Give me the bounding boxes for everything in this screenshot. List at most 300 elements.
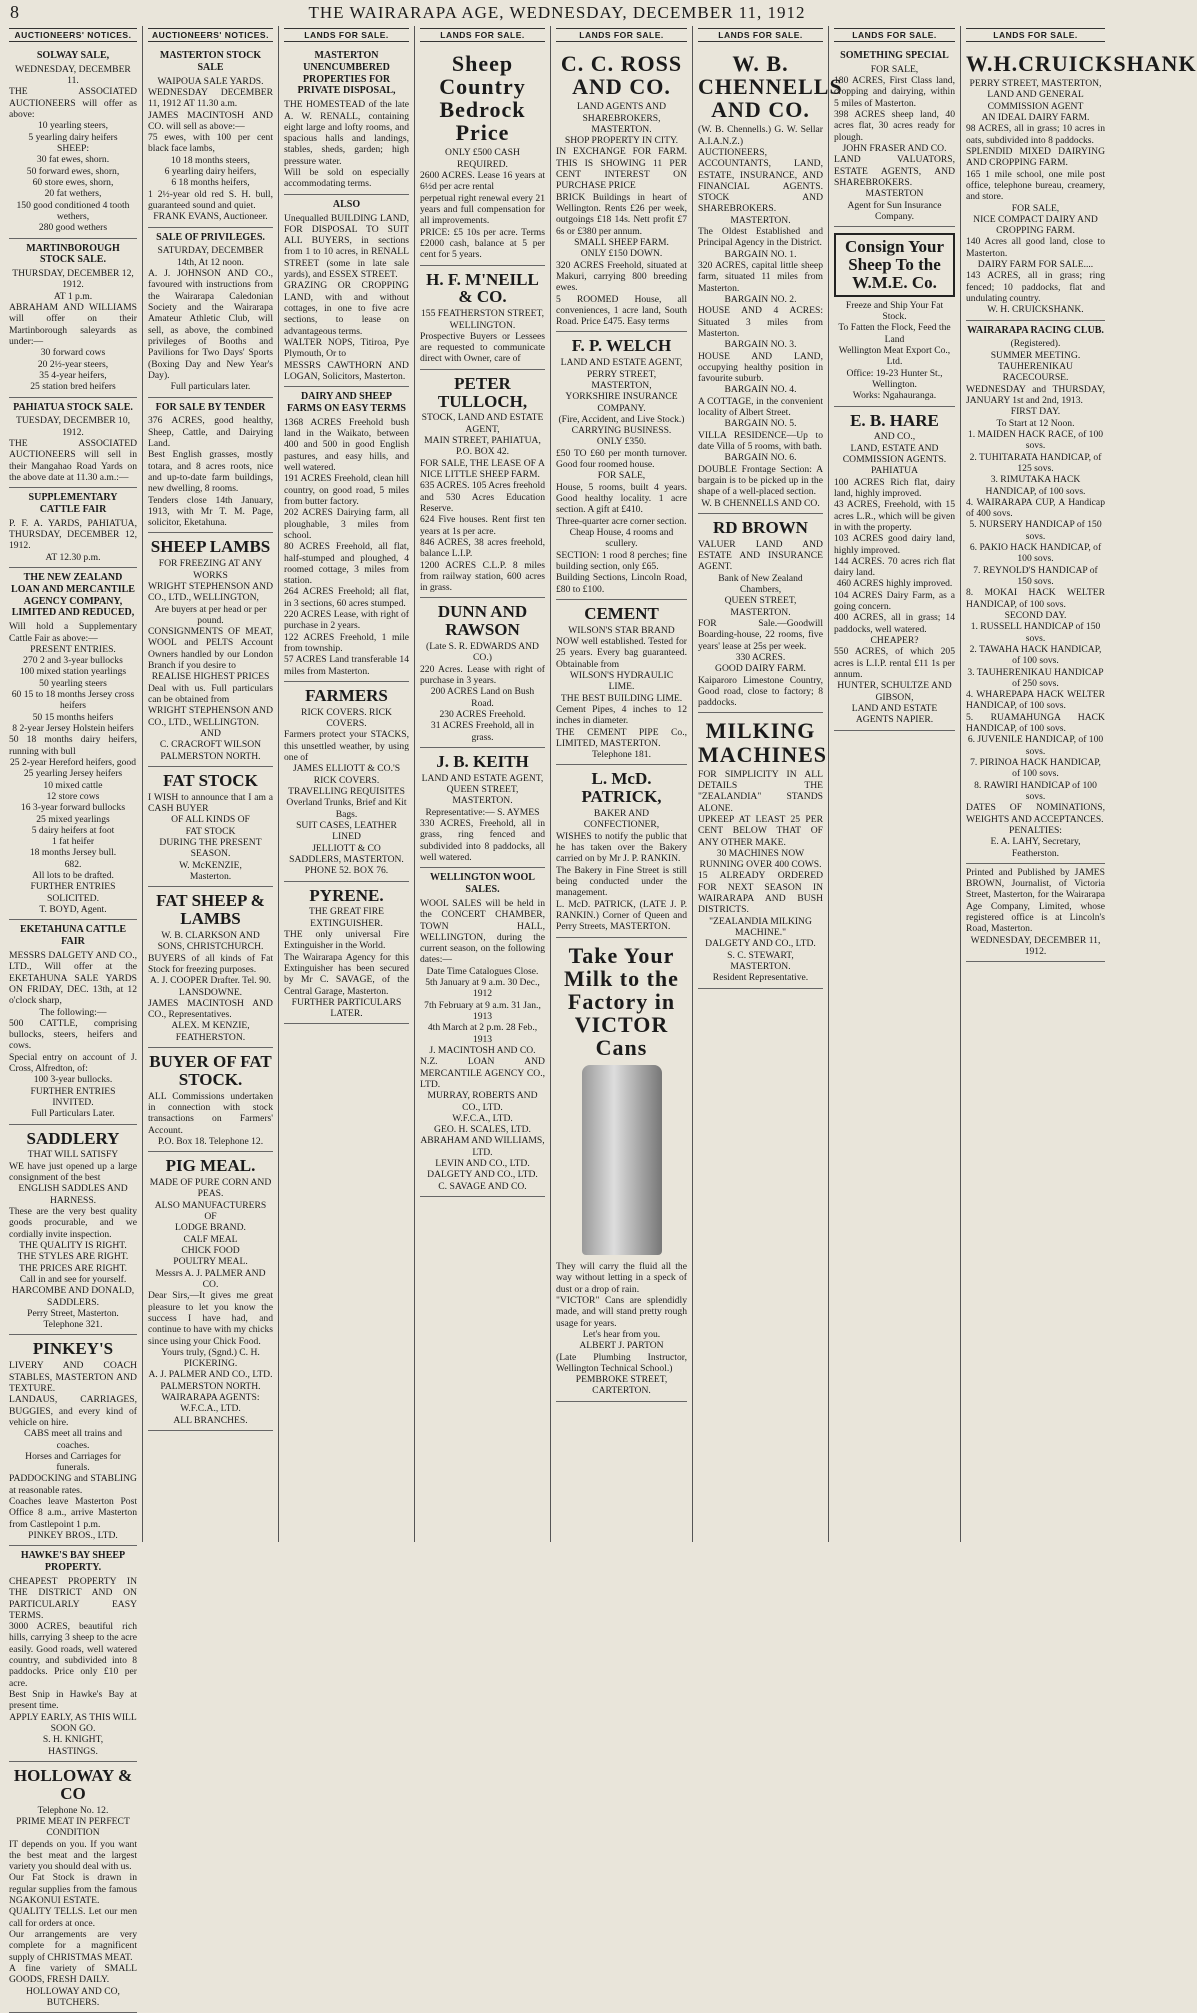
ad-text: 104 ACRES Dairy Farm, as a going concern.: [834, 589, 955, 613]
ad-text: THURSDAY, DECEMBER 12, 1912.: [12, 268, 134, 291]
ad-text: (Late S. R. EDWARDS AND CO.): [426, 641, 539, 664]
ad-text: LAND AND GENERAL COMMISSION AGENT: [987, 89, 1084, 112]
ad-text: Telephone 181.: [591, 749, 651, 761]
ad-text: HOUSE AND 4 ACRES: Situated 3 miles from Masterton.: [698, 305, 823, 339]
ad-text: Are buyers at per head or per pound.: [154, 603, 267, 626]
advertisement: [9, 1125, 137, 1336]
ad-text: THE ASSOCIATED AUCTIONEERS will sell in their Mangahao Road Yards on the above date at 11.30 a.m.:—: [9, 437, 137, 483]
ad-text: 155 FEATHERSTON STREET, WELLINGTON.: [420, 308, 545, 331]
ad-title: Sheep Country Bedrock Price: [439, 51, 526, 146]
ad-text: 7. PIRINOA HACK HANDICAP, of 100 sovs.: [970, 757, 1101, 780]
ad-text: S. C. STEWART, MASTERTON.: [727, 949, 794, 972]
ad-text: FIRST DAY.: [1010, 406, 1061, 418]
ad-text: AUCTIONEERS, ACCOUNTANTS, LAND, ESTATE, INSURANCE, AND FINANCIAL AGENTS. STOCK AND SHAREBROKERS.: [698, 146, 823, 215]
ad-text: STOCK, LAND AND ESTATE AGENT,: [421, 412, 544, 435]
ad-text: 264 ACRES Freehold; all flat, in 3 sections, 60 acres stumped.: [284, 586, 409, 609]
advertisement: [284, 387, 409, 682]
ad-text: ENGLISH SADDLES AND HARNESS.: [18, 1183, 128, 1206]
ad-text: 60 store ewes, shorn,: [32, 176, 114, 188]
ad-text: LAND VALUATORS, ESTATE AGENTS, AND SHAREBROKERS.: [834, 154, 955, 188]
ad-text: TAUHERENIKAU RACECOURSE.: [998, 361, 1073, 384]
ad-text: 220 Acres. Lease with right of purchase in 3 years.: [420, 663, 545, 687]
ad-text: FOR SALE,: [870, 63, 919, 75]
ad-text: WOOL SALES will be held in the CONCERT CHAMBER, TOWN HALL, WELLINGTON, during the current season, on the following dates:—: [420, 897, 545, 966]
ad-text: L. McD. PATRICK, (LATE J. P. RANKIN.) Corner of Queen and Perry Streets, MASTERTON.: [556, 898, 687, 933]
ad-text: 6 18 months heifers,: [171, 177, 250, 189]
ad-text: C. CRACROFT WILSON: [159, 739, 262, 751]
ad-text: CHEAPEST PROPERTY IN THE DISTRICT AND ON PARTICULARLY EASY TERMS.: [9, 1575, 137, 1621]
ad-text: 100 ACRES Rich flat, dairy land, highly improved.: [834, 476, 955, 499]
advertisement: [556, 938, 687, 1402]
ad-text: £50 TO £60 per month turnover. Good four roomed house.: [556, 447, 687, 471]
ad-text: CONSIGNMENTS OF MEAT, WOOL and PELTS Account Owners handled by our London Branch if you desire to: [148, 626, 273, 672]
ad-text: ONLY £350.: [596, 436, 647, 448]
ad-text: OF ALL KINDS OF: [171, 814, 250, 826]
ad-text: Horses and Carriages for funerals.: [25, 1450, 121, 1474]
ad-title: L. McD. PATRICK,: [581, 769, 662, 807]
ad-text: 20 fat wethers,: [44, 188, 102, 200]
ad-text: 1. RUSSELL HANDICAP of 150 sovs.: [970, 621, 1101, 644]
ad-text: Wellington Meat Export Co., Ltd.: [838, 344, 951, 368]
ad-text: 103 ACRES good dairy land, highly improved.: [834, 533, 955, 556]
ad-text: THE QUALITY IS RIGHT.: [19, 1239, 127, 1251]
advertisement: [834, 227, 955, 406]
ad-text: LANDAUS, CARRIAGES, BUGGIES, and every kind of vehicle on hire.: [9, 1394, 137, 1428]
ad-text: 5 yearling dairy heifers: [28, 131, 118, 143]
ad-text: 624 Five houses. Rent first ten years at 1s per acre.: [420, 514, 545, 537]
ad-text: THE CEMENT PIPE Co., LIMITED, MASTERTON.: [556, 726, 687, 749]
ad-text: 31 ACRES Freehold, all in grass.: [430, 720, 535, 743]
ad-text: 460 ACRES highly improved.: [836, 578, 953, 590]
ad-text: SHEEP:: [57, 143, 89, 154]
ad-title: DAIRY AND SHEEP FARMS ON EASY TERMS: [287, 391, 406, 414]
ad-text: PRESENT ENTRIES.: [30, 643, 116, 655]
ad-text: 5 dairy heifers at foot: [31, 824, 115, 836]
ad-title: HAWKE'S BAY SHEEP PROPERTY.: [20, 1550, 126, 1574]
ad-text: Resident Representative.: [712, 972, 809, 984]
ad-text: THE GREAT FIRE EXTINGUISHER.: [309, 906, 384, 929]
ad-text: AT 1 p.m.: [53, 290, 93, 302]
ad-text: 5. RUAMAHUNGA HACK HANDICAP, of 100 sovs.: [966, 711, 1105, 735]
ad-text: WE have just opened up a large consignment of the best: [9, 1160, 137, 1184]
advertisement: [966, 46, 1197, 321]
milk-can-illustration: [582, 1065, 662, 1255]
ad-text: 140 Acres all good land, close to Masterton.: [966, 236, 1105, 259]
ad-text: 30 forward cows: [40, 347, 106, 359]
ad-text: 500 CATTLE, comprising bullocks, steers, heifers and cows.: [9, 1017, 137, 1052]
ad-text: 1200 ACRES C.L.P. 8 miles from railway station, 600 acres in grass.: [420, 559, 545, 594]
ad-text: ONLY £500 CASH REQUIRED.: [445, 147, 520, 170]
ad-text: 8 2-year Jersey Holstein heifers: [12, 723, 134, 735]
ad-text: TRAVELLING REQUISITES: [288, 786, 405, 797]
ad-text: WILSON'S HYDRAULIC LIME.: [569, 669, 674, 693]
ad-text: 180 ACRES, First Class land, cropping and dairying, within 5 miles of Masterton.: [834, 75, 955, 109]
ad-text: 143 ACRES, all in grass; ring fenced; 10 paddocks, flat and undulating country.: [966, 270, 1105, 305]
advertisement: [420, 868, 545, 1197]
advertisement: [9, 488, 137, 568]
ad-text: LAND AND ESTATE AGENTS NAPIER.: [851, 702, 938, 726]
ad-text: GRAZING OR CROPPING LAND, with and without cottages, in one to five acre sections, to lease on advantageous terms.: [284, 280, 409, 337]
ad-text: BARGAIN NO. 5.: [724, 418, 797, 430]
ad-text: LAND, ESTATE AND COMMISSION AGENTS.: [842, 442, 947, 465]
ad-title: BUYER OF FAT STOCK.: [149, 1052, 272, 1089]
ad-text: 18 months Jersey bull.: [29, 847, 117, 859]
ad-text: 1. MAIDEN HACK RACE, of 100 sovs.: [967, 428, 1104, 452]
advertisement: [9, 239, 137, 398]
ad-text: WEDNESDAY DECEMBER 11, 1912 AT 11.30 a.m.: [148, 86, 273, 110]
ad-text: Three-quarter acre corner section.: [556, 515, 687, 527]
ad-text: 75 ewes, with 100 per cent black face lambs,: [148, 132, 273, 155]
ad-text: 320 ACRES, capital little sheep farm, situated 11 miles from Masterton.: [698, 260, 823, 294]
ad-text: They will carry the fluid all the way without letting in a speck of dust or a drop of rain.: [556, 1261, 687, 1295]
ad-text: IT depends on you. If you want the best meat and the largest variety you should deal with us.: [9, 1838, 137, 1873]
ad-text: JELLIOTT & CO: [312, 842, 381, 854]
ad-text: JOHN FRASER AND CO.: [842, 143, 947, 154]
ad-text: 398 ACRES sheep land, 40 acres flat, 30 acres ready for plough.: [834, 109, 955, 143]
ad-text: E. A. LAHY, Secretary, Featherston.: [990, 836, 1081, 859]
ad-text: 202 ACRES Dairying farm, all ploughable, 3 miles from school.: [284, 507, 409, 541]
advertisement: [148, 228, 273, 398]
ad-text: 8. RAWIRI HANDICAP of 100 sovs.: [974, 779, 1097, 802]
ad-text: Date Time Catalogues Close.: [426, 965, 539, 977]
ad-text: SATURDAY, DECEMBER 14th, At 12 noon.: [157, 245, 264, 268]
ad-text: PAHIATUA: [870, 465, 919, 477]
ad-text: 230 ACRES Freehold.: [439, 709, 526, 721]
ad-text: 7. REYNOLD'S HANDICAP of 150 sovs.: [973, 564, 1098, 588]
ad-text: The following:—: [39, 1006, 107, 1018]
ad-text: YORKSHIRE INSURANCE COMPANY.: [565, 391, 678, 414]
ad-text: ABRAHAM AND WILLIAMS, LTD.: [420, 1135, 545, 1158]
ad-text: QUALITY TELLS. Let our men call for orders at once.: [9, 1906, 137, 1929]
ad-title: PETER TULLOCH,: [437, 373, 528, 411]
advertisement: [556, 46, 687, 332]
ad-text: WILSON'S STAR BRAND: [568, 624, 675, 636]
advertisement: [556, 765, 687, 937]
ad-text: PRICE: £5 10s per acre. Terms £2000 cash, balance at 5 per cent for 5 years.: [420, 226, 545, 261]
ad-text: MASTERTON: [865, 188, 924, 200]
ad-title: SUPPLEMENTARY CATTLE FAIR: [28, 492, 118, 515]
ad-text: WAIPOUA SALE YARDS.: [157, 75, 264, 87]
ad-text: 50 18 months dairy heifers, running with bull: [9, 734, 137, 757]
ad-text: LIVERY AND COACH STABLES, MASTERTON AND TEXTURE.: [9, 1360, 137, 1394]
ad-text: These are the very best quality goods procurable, and we cordially invite inspection.: [9, 1206, 137, 1240]
ad-text: 98 ACRES, all in grass; 10 acres in oats, subdivided into 8 paddocks.: [966, 123, 1105, 146]
advertisement: [9, 398, 137, 489]
ad-text: (W. B. Chennells.) G. W. Sellar A.I.A.N.Z.): [698, 124, 823, 147]
ad-title: PIG MEAL.: [165, 1156, 256, 1176]
ad-text: Coaches leave Masterton Post Office 8 a.m., arrive Masterton from Castlepoint 1 p.m.: [9, 1496, 137, 1530]
ad-text: PADDOCKING and STABLING at reasonable rates.: [9, 1473, 137, 1496]
advertisement: [966, 864, 1105, 963]
ad-title: MARTINBOROUGH STOCK SALE.: [26, 242, 120, 266]
column-8: [961, 26, 1197, 1542]
ad-text: 280 good wethers: [38, 222, 108, 234]
ad-text: PALMERSTON NORTH.: [160, 750, 261, 762]
ad-text: TUESDAY, DECEMBER 10, 1912.: [15, 415, 131, 438]
ad-text: Office: 19-23 Hunter St., Wellington.: [846, 367, 943, 390]
ad-text: 191 ACRES Freehold, clean hill country, on good road, 5 miles from butter factory.: [284, 473, 409, 507]
advertisement: [9, 1762, 137, 2013]
ad-text: The Oldest Established and Principal Agency in the District.: [698, 226, 823, 249]
ad-text: 846 ACRES, 38 acres freehold, balance L.I.P.: [420, 536, 545, 560]
ad-title: FAT STOCK: [163, 770, 258, 790]
page-number: 8: [10, 2, 20, 22]
ad-text: 20 2½-year steers,: [37, 358, 109, 370]
ad-text: HARCOMBE AND DONALD, SADDLERS.: [11, 1285, 135, 1308]
ad-text: HUNTER, SCHULTZE AND GIBSON,: [837, 680, 952, 703]
ad-text: QUEEN STREET, MASTERTON.: [446, 784, 519, 807]
ad-text: LAND AND ESTATE AGENT,: [421, 772, 544, 784]
ad-text: 165 1 mile school, one mile post office, telephone bureau, creamery, and store.: [966, 168, 1105, 203]
ad-title: H. F. M'NEILL & CO.: [426, 269, 539, 307]
ad-text: 4. WHAREPAPA HACK WELTER HANDICAP, of 100 sovs.: [966, 689, 1105, 712]
ad-text: DALGETY AND CO., LTD.: [427, 1169, 538, 1181]
ad-text: Tenders close 14th January, 1913, with Mr T. M. Page, solicitor, Eketahuna.: [148, 494, 273, 529]
ad-text: Kaiparoro Limestone Country, Good road, close to factory; 8 paddocks.: [698, 674, 823, 709]
ad-text: ALL Commissions undertaken in connection with stock transactions on Farmers' Account.: [148, 1090, 273, 1136]
ad-title: Take Your Milk to the Factory in VICTOR Cans: [564, 942, 679, 1060]
ad-text: GEO. H. SCALES, LTD.: [434, 1124, 531, 1136]
ad-text: C. SAVAGE AND CO.: [438, 1180, 527, 1192]
ad-text: THE BEST BUILDING LIME.: [560, 692, 683, 704]
ad-text: Prospective Buyers or Lessees are requested to communicate direct with Owner, care of: [420, 330, 545, 365]
ad-text: 10 18 months steers,: [171, 154, 250, 166]
ad-text: 2. TAWAHA HACK HANDICAP, of 100 sovs.: [969, 643, 1102, 667]
ad-text: BRICK Buildings in heart of Wellington. Rents £26 per week, outgoings £18 14s. Nett profit £7 6s or £380 per annum.: [556, 191, 687, 237]
advertisement: [834, 407, 955, 731]
ad-text: A. J. COOPER Drafter. Tel. 90.: [149, 975, 272, 987]
advertisement: [9, 568, 137, 920]
column-header: LANDS FOR SALE.: [284, 28, 409, 42]
ad-text: PRIME MEAT IN PERFECT CONDITION: [16, 1815, 130, 1839]
advertisement: [9, 46, 137, 238]
ad-text: MURRAY, ROBERTS AND CO., LTD.: [427, 1090, 538, 1113]
ad-text: Full particulars later.: [170, 381, 251, 393]
ad-text: ALEX. M KENZIE, FEATHERSTON.: [171, 1020, 250, 1043]
ad-text: P.O. Box 18. Telephone 12.: [157, 1136, 264, 1148]
ad-text: 80 ACRES Freehold, all flat, half-stumped and ploughed, 4 roomed cottage, 3 miles from station.: [284, 541, 409, 587]
ad-text: HOUSE AND LAND, occupying healthy position in favourite suburb.: [698, 350, 823, 385]
ad-text: 376 ACRES, good healthy, Sheep, Cattle, and Dairying Land.: [148, 415, 273, 449]
ad-text: Messrs A. J. PALMER AND CO.: [155, 1267, 266, 1290]
ad-text: ALL BRANCHES.: [173, 1414, 248, 1426]
ad-text: APPLY EARLY, AS THIS WILL SOON GO.: [9, 1711, 137, 1734]
ad-text: SUMMER MEETING.: [990, 349, 1081, 361]
advertisement: [148, 1152, 273, 1431]
ad-text: THE HOMESTEAD of the late A. W. RENALL, containing eight large and lofty rooms, and spacious halls and landings, stables, sheds, garden; high pressure water.: [284, 99, 409, 167]
ad-title: MILKING MACHINES: [698, 718, 828, 767]
ad-text: PENALTIES:: [1009, 824, 1062, 836]
ad-title: Consign Your Sheep To the W.M.E. Co.: [834, 233, 955, 297]
ad-text: 320 ACRES Freehold, situated at Makuri, carrying 800 breeding ewes.: [556, 259, 687, 294]
ad-text: FURTHER ENTRIES SOLICITED.: [30, 881, 116, 904]
advertisement: [9, 1546, 137, 1762]
ad-text: 10 mixed cattle: [43, 779, 103, 791]
ad-text: BUYERS of all kinds of Fat Stock for freezing purposes.: [148, 952, 273, 975]
ad-text: AND: [200, 727, 221, 739]
ad-title: W. B. CHENNELLS AND CO.: [698, 51, 843, 123]
ad-text: FOR SALE,: [1011, 202, 1060, 214]
advertisement: [284, 46, 409, 195]
ad-text: Perry Street, Masterton.: [27, 1307, 119, 1319]
ad-text: Our Fat Stock is drawn in regular supplies from the famous NGAKONUI ESTATE.: [9, 1872, 137, 1907]
ad-text: (Registered).: [1010, 338, 1061, 350]
ad-text: To Fatten the Flock, Feed the Land: [838, 322, 951, 345]
ad-text: Call in and see for yourself.: [19, 1273, 127, 1285]
ad-text: Will be sold on especially accommodating terms.: [284, 167, 409, 190]
advertisement: [420, 370, 545, 599]
ad-text: DURING THE PRESENT: [159, 837, 262, 849]
ad-text: To Start at 12 Noon.: [996, 417, 1075, 429]
ad-text: SHOP PROPERTY IN CITY.: [564, 135, 679, 147]
ad-text: UPKEEP AT LEAST 25 PER CENT BELOW THAT OF ANY OTHER MAKE.: [698, 813, 823, 848]
ad-text: 6. JUVENILE HANDICAP, of 100 sovs.: [967, 734, 1104, 757]
ad-text: 330 ACRES.: [735, 651, 786, 663]
ad-title: W.H.CRUICKSHANK: [966, 51, 1197, 77]
advertisement: [420, 748, 545, 868]
ad-text: "VICTOR" Cans are splendidly made, and will stand pretty rough usage for years.: [556, 1294, 687, 1329]
ad-text: REALISE HIGHEST PRICES: [151, 671, 270, 683]
ad-text: House, 5 rooms, built 4 years. Good healthy locality. 1 acre section. A gift at £410.: [556, 481, 687, 516]
ad-text: 35 4-year heifers,: [39, 369, 107, 381]
ad-text: Unequalled BUILDING LAND, FOR DISPOSAL TO SUIT ALL BUYERS, in sections from 1 to 10 acres, in RENALL STREET (some in late sale yards), and ESSEX STREET.: [284, 212, 409, 281]
ad-text: POULTRY MEAL.: [173, 1256, 248, 1268]
advertisement: [148, 398, 273, 534]
ad-text: Agent for Sun Insurance Company.: [847, 199, 942, 222]
ad-title: RD BROWN: [713, 517, 808, 537]
ad-text: 15 ALREADY ORDERED FOR NEXT SEASON IN WAIRARAPA AND BUSH DISTRICTS.: [698, 870, 823, 916]
ad-text: IN EXCHANGE FOR FARM. THIS IS SHOWING 11 PER CENT INTEREST ON PURCHASE PRICE: [556, 146, 687, 192]
ad-text: Representative:— S. AYMES: [425, 806, 540, 818]
ad-text: THAT WILL SATISFY: [27, 1149, 119, 1161]
ad-title: FARMERS: [305, 685, 388, 705]
ad-text: CALF MEAL: [183, 1233, 238, 1245]
ad-text: BARGAIN NO. 6.: [724, 452, 797, 464]
column-3: [279, 26, 415, 1542]
ad-text: BARGAIN NO. 3.: [724, 339, 797, 351]
ad-text: ONLY £150 DOWN.: [580, 248, 663, 260]
column-6: [693, 26, 843, 1542]
advertisement: [9, 1335, 137, 1546]
advertisement: [556, 600, 687, 766]
ad-text: AT 12.30 p.m.: [45, 551, 101, 563]
ad-text: 682.: [64, 858, 82, 870]
ad-text: "ZEALANDIA MILKING MACHINE.": [709, 915, 812, 939]
ad-text: 200 ACRES Land on Bush Road.: [430, 686, 535, 709]
ad-title: MASTERTON UNENCUMBERED PROPERTIES FOR PRIVATE DISPOSAL,: [297, 50, 396, 97]
ad-title: SALE OF PRIVILEGES.: [156, 231, 265, 243]
ad-title: E. B. HARE: [850, 410, 939, 430]
columns: [4, 26, 1197, 2008]
ad-text: DALGETY AND CO., LTD.: [705, 938, 816, 950]
ad-text: MAIN STREET, PAHIATUA, P.O. BOX 42.: [424, 435, 541, 458]
ad-text: 100 3-year bullocks.: [33, 1074, 113, 1086]
ad-text: LANSDOWNE.: [178, 986, 243, 998]
ad-text: WRIGHT STEPHENSON AND CO., LTD., WELLINGTON,: [148, 580, 273, 604]
ad-text: Our arrangements are very complete for a magnificent supply of CHRISTMAS MEAT.: [9, 1929, 137, 1963]
ad-text: PHONE 52. BOX 76.: [304, 865, 389, 877]
column-header: LANDS FOR SALE.: [556, 28, 687, 42]
ad-text: 400 ACRES, all in grass; 14 paddocks, well watered.: [834, 612, 955, 635]
advertisement: [148, 887, 273, 1048]
ad-text: SUIT CASES, LEATHER LINED: [296, 819, 397, 843]
ad-title: FAT SHEEP & LAMBS: [156, 891, 265, 929]
column-2: [143, 26, 279, 1542]
ad-text: SMALL SHEEP FARM.: [574, 236, 669, 248]
ad-text: PERRY STREET, MASTERTON,: [969, 78, 1102, 90]
advertisement: [284, 195, 409, 387]
advertisement: [148, 46, 273, 228]
ad-title: THE NEW ZEALAND LOAN AND MERCANTILE AGENCY COMPANY, LIMITED AND REDUCED,: [11, 572, 135, 619]
column-1: [4, 26, 143, 2008]
ad-text: Dear Sirs,—It gives me great pleasure to let you know the success I have had, and continue to have with my chicks since using your Chick Food.: [148, 1290, 273, 1347]
ad-text: BARGAIN NO. 2.: [724, 293, 797, 305]
ad-text: SEASON.: [190, 848, 231, 860]
ad-text: (Fire, Accident, and Live Stock.): [558, 413, 685, 425]
advertisement: [9, 920, 137, 1124]
advertisement: [284, 882, 409, 1025]
ad-text: GOOD DAIRY FARM.: [715, 663, 806, 675]
ad-text: 150 good conditioned 4 tooth wethers,: [16, 199, 130, 222]
ad-text: SECOND DAY.: [1004, 609, 1067, 621]
ad-text: DOUBLE Frontage Section: A bargain is to be picked up in the shape of a well-placed section.: [698, 463, 823, 498]
ad-text: MASTERTON.: [591, 123, 652, 135]
ad-title: ALSO: [332, 198, 361, 210]
ad-text: 57 ACRES Land transferable 14 miles from Masterton.: [284, 654, 409, 677]
ad-text: 30 fat ewes, shorn.: [36, 154, 110, 166]
ad-text: LAND AGENTS AND SHAREBROKERS,: [576, 101, 666, 124]
ad-text: 2600 ACRES. Lease 16 years at 6½d per acre rental: [420, 170, 545, 193]
ad-text: NICE COMPACT DAIRY AND CROPPING FARM.: [973, 213, 1098, 237]
ad-text: PALMERSTON NORTH.: [160, 1380, 261, 1392]
column-header: LANDS FOR SALE.: [698, 28, 823, 42]
ad-text: 3. RIMUTAKA HACK HANDICAP, of 100 sovs.: [985, 474, 1086, 497]
advertisement: [148, 1048, 273, 1152]
ad-text: PEMBROKE STREET, CARTERTON.: [575, 1374, 668, 1397]
ad-text: PINKEY BROS., LTD.: [28, 1530, 118, 1542]
ad-text: FOR FREEZING AT ANY WORKS: [158, 558, 263, 581]
ad-text: THE ASSOCIATED AUCTIONEERS will offer as above:: [9, 86, 137, 121]
ad-text: Works: Ngahauranga.: [852, 390, 937, 402]
ad-text: 4. WAIRARAPA CUP, A Handicap of 400 sovs.: [966, 496, 1105, 520]
advertisement: [420, 598, 545, 748]
ad-text: WEDNESDAY, DECEMBER 11.: [15, 63, 131, 87]
ad-text: CHICK FOOD: [181, 1245, 240, 1257]
ad-text: JAMES ELLIOTT & CO.'S: [292, 763, 401, 775]
ad-text: 6 yearling dairy heifers,: [164, 166, 257, 178]
ad-text: P. F. A. YARDS, PAHIATUA, THURSDAY, DECEMBER 12, 1912.: [9, 517, 137, 552]
ad-text: A. J. PALMER AND CO., LTD.: [148, 1369, 273, 1381]
ad-text: Overland Trunks, Brief and Kit Bags.: [286, 797, 407, 820]
ad-title: WAIRARAPA RACING CLUB.: [967, 324, 1104, 336]
ad-text: The Bakery in Fine Street is still being conducted under the management.: [556, 864, 687, 899]
masthead: [0, 0, 1114, 26]
ad-text: WISHES to notify the public that he has taken over the Bakery carried on by Mr J. P. RANKIN.: [556, 830, 687, 865]
column-header: LANDS FOR SALE.: [420, 28, 545, 42]
advertisement: [420, 46, 545, 266]
ad-text: 8. MOKAI HACK WELTER HANDICAP, of 100 sovs.: [966, 587, 1105, 610]
ad-text: QUEEN STREET, MASTERTON.: [724, 595, 797, 618]
ad-text: WRIGHT STEPHENSON AND CO., LTD., WELLINGTON.: [148, 705, 273, 728]
ad-text: 25 mixed yearlings: [36, 813, 110, 825]
ad-text: Telephone 321.: [43, 1319, 103, 1331]
ad-text: SECTION: 1 rood 8 perches; fine building section, only £65.: [556, 549, 687, 572]
ad-text: BARGAIN NO. 1.: [724, 248, 797, 260]
ad-text: DATES OF NOMINATIONS, WEIGHTS AND ACCEPTANCES.: [966, 802, 1105, 825]
advertisement: [420, 266, 545, 370]
ad-text: W. B CHENNELLS AND CO.: [701, 497, 820, 509]
ad-text: Printed and Published by JAMES BROWN, Journalist, of Victoria Street, Masterton, for the Wairarapa Age Company, Limited, whose registered office is at Lincoln's Road, Masterton.: [966, 866, 1105, 935]
